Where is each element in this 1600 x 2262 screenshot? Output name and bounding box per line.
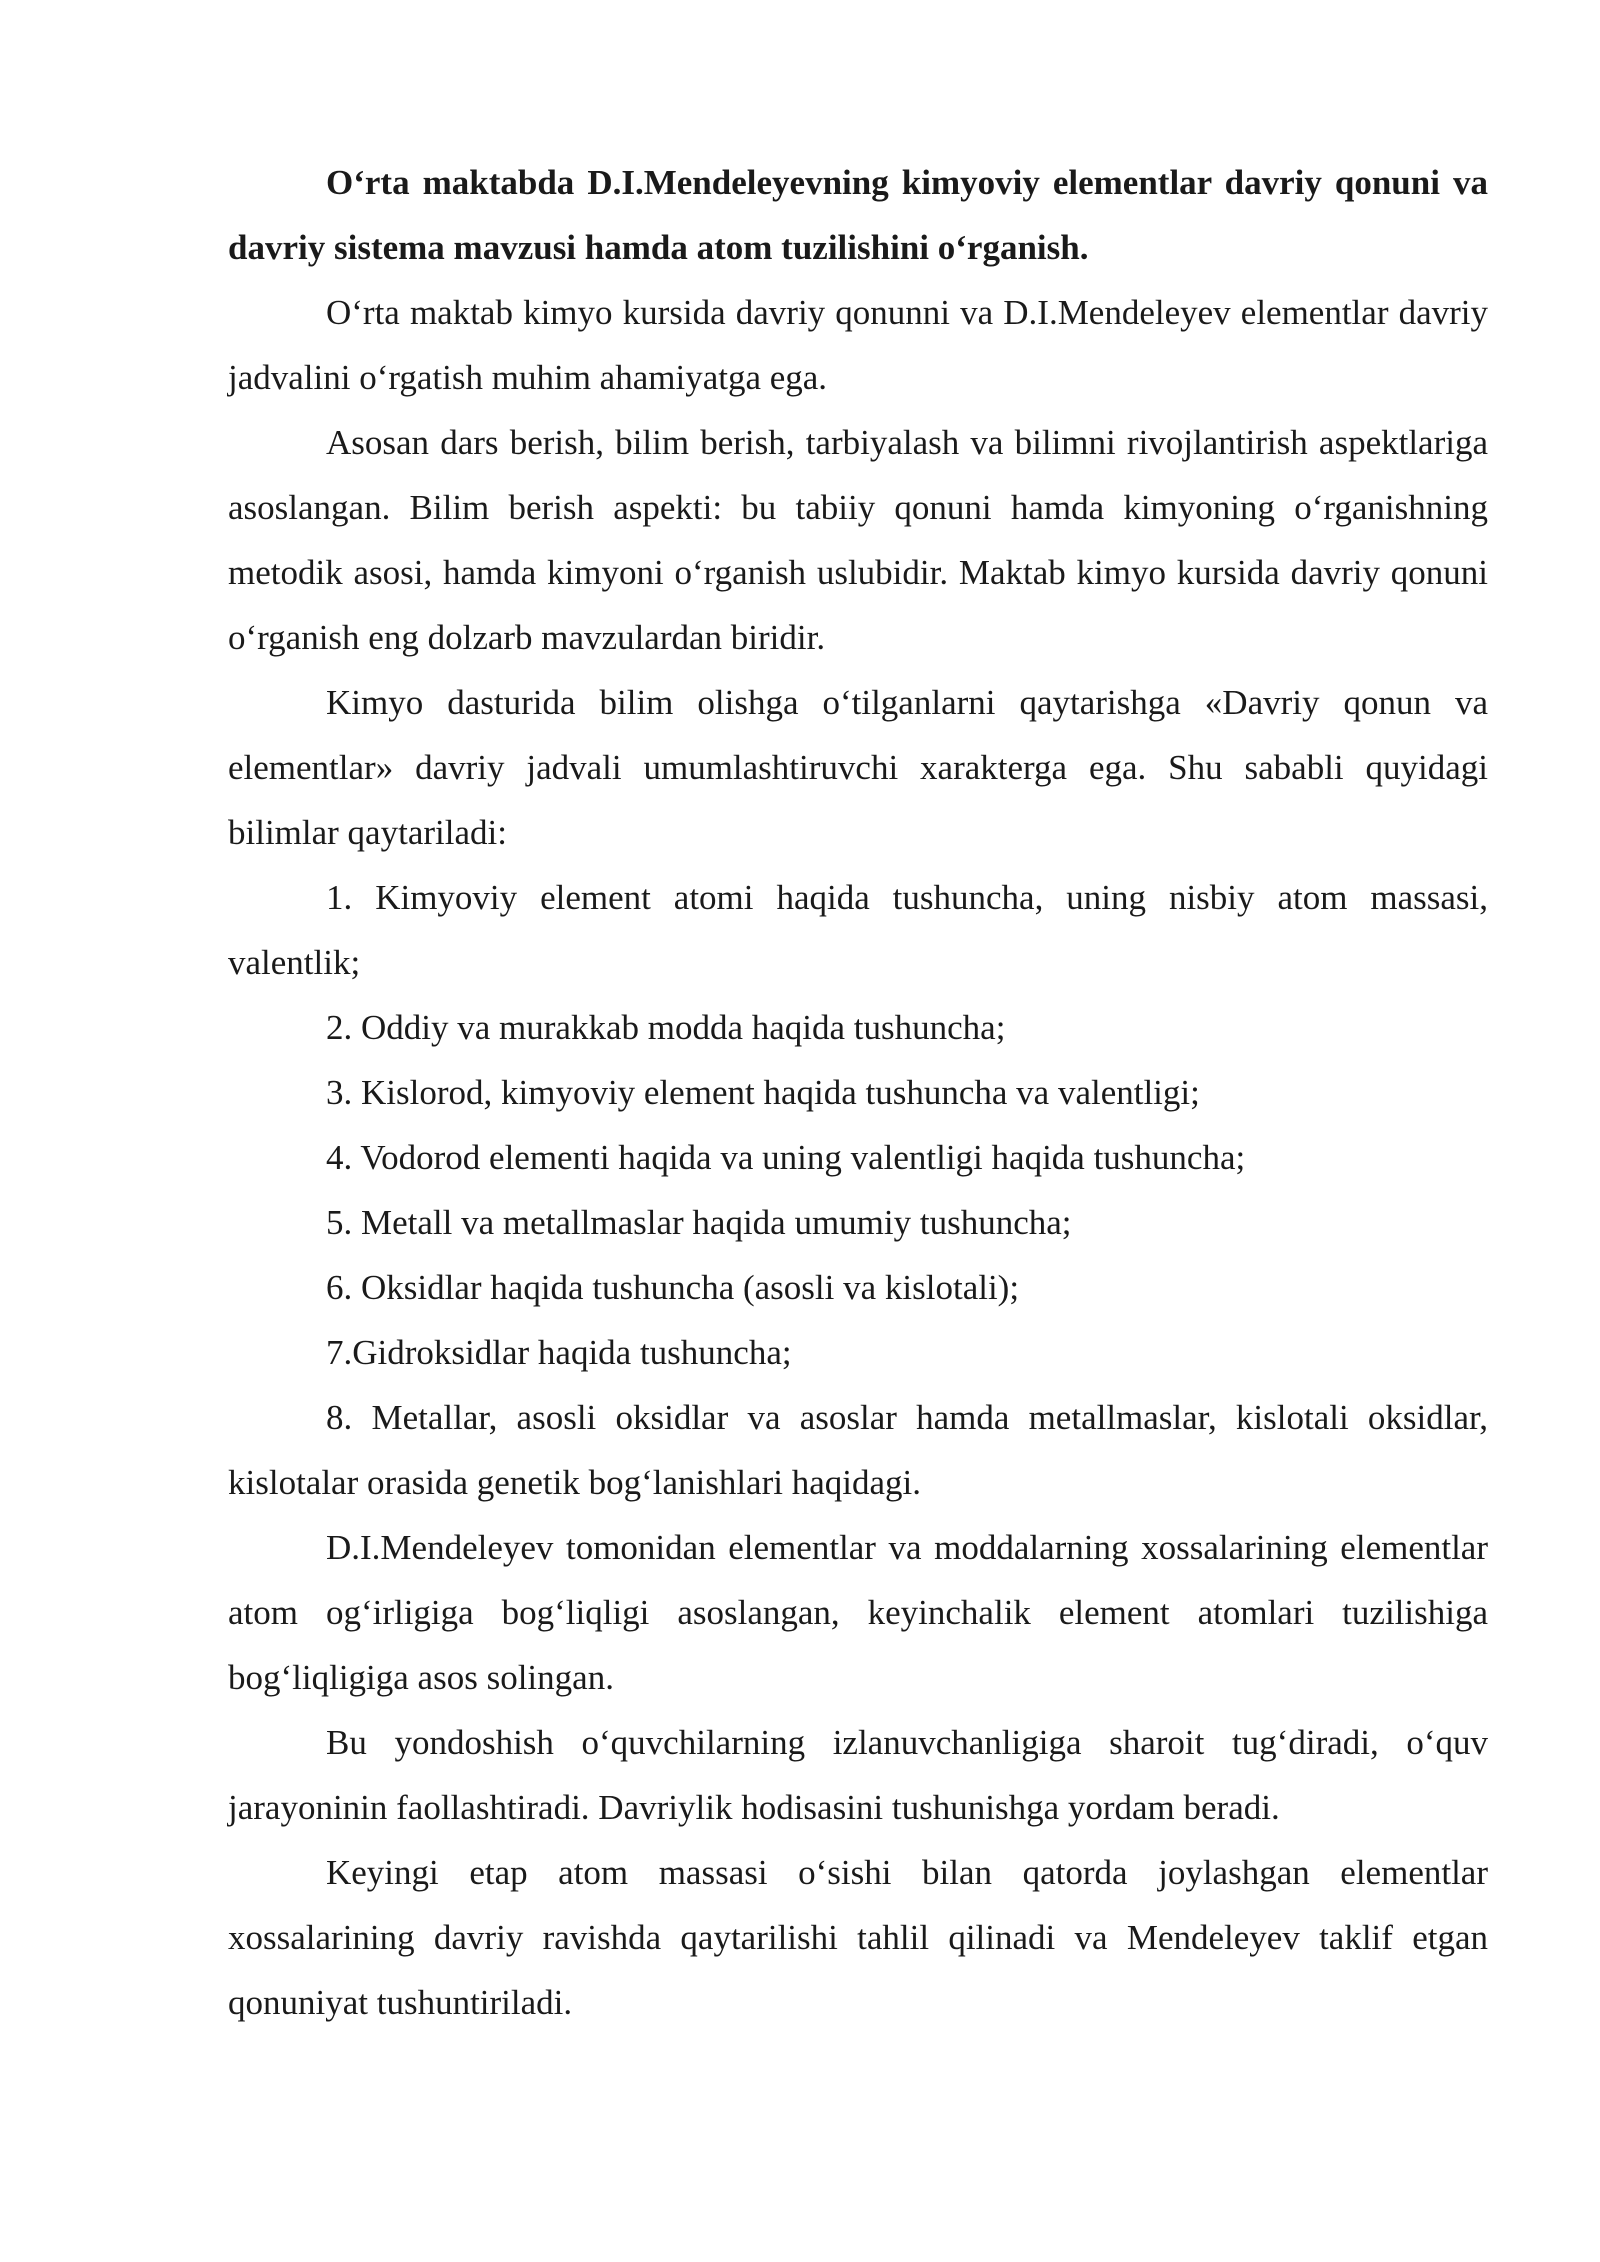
document-page <box>228 150 1488 2035</box>
list-item: 6. Oksidlar haqida tushuncha (asosli va kislotali); <box>326 1268 1020 1307</box>
document-title: O‘rta maktabda D.I.Mendeleyevning kimyoviy elementlar davriy qonuni va davriy sistema mavzusi hamda atom tuzilishini o‘rganish. <box>228 163 1488 267</box>
list-item: 3. Kislorod, kimyoviy element haqida tushuncha va valentligi; <box>326 1073 1200 1112</box>
paragraph: O‘rta maktab kimyo kursida davriy qonunni va D.I.Mendeleyev elementlar davriy jadvalini o‘rgatish muhim ahamiyatga ega. <box>228 293 1488 397</box>
list-item: 5. Metall va metallmaslar haqida umumiy tushuncha; <box>326 1203 1072 1242</box>
list-item: 1. Kimyoviy element atomi haqida tushuncha, uning nisbiy atom massasi, valentlik; <box>228 878 1488 982</box>
paragraph: Kimyo dasturida bilim olishga o‘tilganlarni qaytarishga «Davriy qonun va elementlar» davriy jadvali umumlashtiruvchi xarakterga ega. Shu sababli quyidagi bilimlar qaytariladi: <box>228 683 1488 852</box>
list-item: 4. Vodorod elementi haqida va uning valentligi haqida tushuncha; <box>326 1138 1246 1177</box>
paragraph: Bu yondoshish o‘quvchilarning izlanuvchanligiga sharoit tug‘diradi, o‘quv jarayoninin faollashtiradi. Davriylik hodisasini tushunishga yordam beradi. <box>228 1723 1488 1827</box>
list-item: 8. Metallar, asosli oksidlar va asoslar hamda metallmaslar, kislotali oksidlar, kislotalar orasida genetik bog‘lanishlari haqidagi. <box>228 1398 1488 1502</box>
paragraph: Asosan dars berish, bilim berish, tarbiyalash va bilimni rivojlantirish aspektlariga asoslangan. Bilim berish aspekti: bu tabiiy qonuni hamda kimyoning o‘rganishning metodik asosi, hamda kimyoni o‘rganish uslubidir. Maktab kimyo kursida davriy qonuni o‘rganish eng dolzarb mavzulardan biridir. <box>228 423 1488 657</box>
paragraph: Keyingi etap atom massasi o‘sishi bilan qatorda joylashgan elementlar xossalarining davriy ravishda qaytarilishi tahlil qilinadi va Mendeleyev taklif etgan qonuniyat tushuntiriladi. <box>228 1853 1488 2022</box>
list-item: 7.Gidroksidlar haqida tushuncha; <box>326 1333 792 1372</box>
list-item: 2. Oddiy va murakkab modda haqida tushuncha; <box>326 1008 1006 1047</box>
paragraph: D.I.Mendeleyev tomonidan elementlar va moddalarning xossalarining elementlar atom og‘irligiga bog‘liqligi asoslangan, keyinchalik element atomlari tuzilishiga bog‘liqligiga asos solingan. <box>228 1528 1488 1697</box>
